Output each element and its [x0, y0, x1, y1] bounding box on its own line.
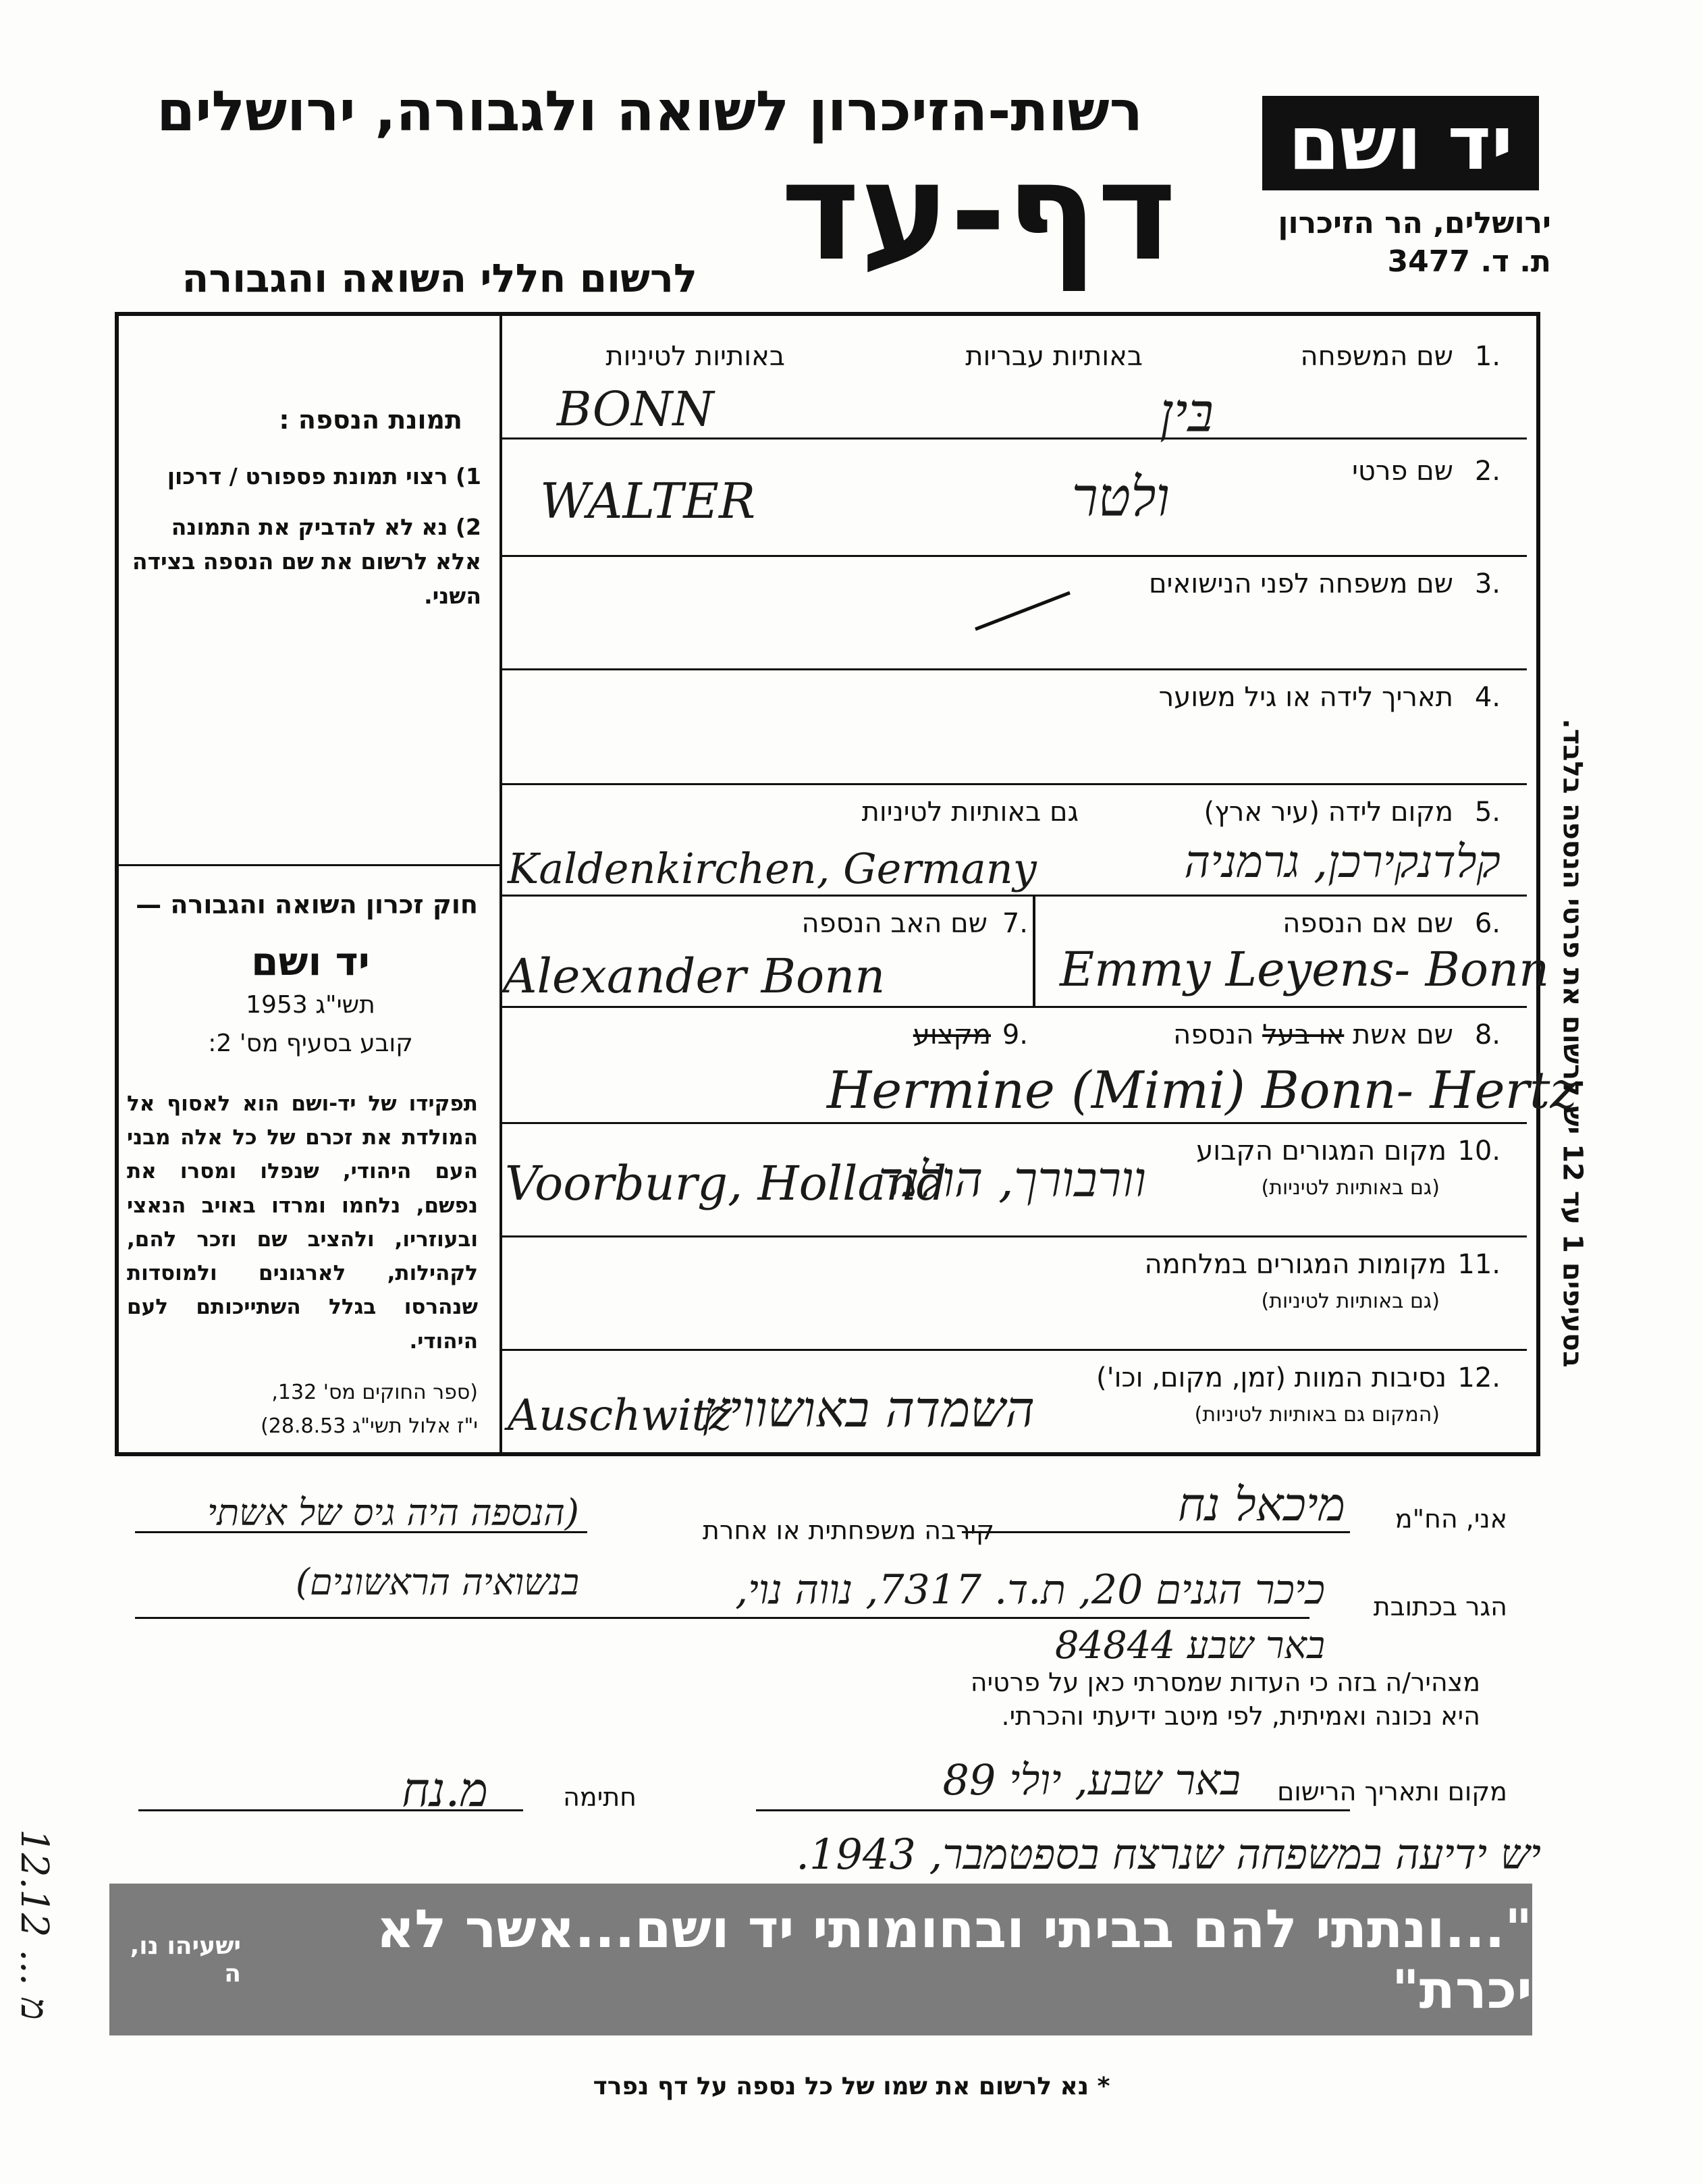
- field-1-hebrew-header: באותיות עבריות: [965, 341, 1143, 372]
- footer-note: * נא לרשום את שמו של כל נספה על דף נפרד: [593, 2073, 1110, 2100]
- field-5-label: מקום לידה (עיר ארץ): [1204, 797, 1453, 828]
- declarant-label: אני, הח"מ: [1395, 1504, 1507, 1534]
- extra-note: יש ידיעה במשפחה שנרצח בספטמבר, 1943.: [796, 1830, 1541, 1879]
- field-3-label: שם משפחה לפני הנישואים: [1148, 568, 1453, 600]
- signature-label: חתימה: [563, 1782, 637, 1812]
- field-8-value: Hermine (Mimi) Bonn- Hertz: [827, 1060, 1577, 1120]
- field-7-label: שם האב הנספה: [801, 908, 988, 939]
- form-subtitle: לרשום חללי השואה והגבורה: [182, 255, 697, 301]
- field-8-number: .8: [1474, 1019, 1501, 1050]
- signature-value: מ.נח: [402, 1762, 488, 1817]
- field-2-label: שם פרטי: [1351, 456, 1453, 487]
- row-line-2: [501, 555, 1527, 557]
- law-ref-2: י"ז אלול תשי"ג 28.8.53): [261, 1414, 478, 1438]
- field-3-number: .3: [1474, 568, 1501, 600]
- side-note: בסעיפים 1 עד 12 יש לרשום את פרטי הנספה בלבד.: [1557, 718, 1589, 1368]
- row-line-8: [501, 1235, 1527, 1237]
- logo-address: ירושלים, הר הזיכרון: [1278, 206, 1551, 240]
- field-12-sub: (המקום גם באותיות לטיניות): [1194, 1403, 1440, 1427]
- field-5-hebrew-value: קלדנקירכן, גרמניה: [1184, 836, 1501, 888]
- place-date-label: מקום ותאריך הרישום: [1277, 1777, 1507, 1807]
- field-1-label: שם המשפחה: [1300, 341, 1453, 372]
- field-4-label: תאריך לידה או גיל משוער: [1158, 682, 1453, 713]
- field-8-label: [1173, 1019, 1453, 1050]
- law-title: חוק זכרון השואה והגבורה —: [136, 890, 478, 920]
- field-1-hebrew-value: בּין: [1160, 381, 1214, 444]
- field-6-label: שם אם הנספה: [1282, 908, 1453, 939]
- field-7-value: Alexander Bonn: [503, 949, 886, 1004]
- field-6-number: .6: [1474, 908, 1501, 939]
- quote-banner-text: [109, 1884, 1532, 2035]
- margin-annotation: 12.12 ... מ: [11, 1828, 56, 2020]
- field-2-hebrew-value: ולטר: [1071, 466, 1170, 529]
- field-8-strike: או בעל: [1262, 1019, 1345, 1050]
- relation-value: (הנספה היה גיס של אשתי בנשואיה הראשונים): [207, 1491, 579, 1603]
- org-name: רשות-הזיכרון לשואה ולגבורה, ירושלים: [157, 80, 1143, 144]
- law-clause: קובע בסעיף מס' 2:: [208, 1030, 413, 1057]
- logo-pob: ת. ד. 3477: [1387, 244, 1551, 279]
- field-5-latin-value: Kaldenkirchen, Germany: [508, 844, 1037, 893]
- photo-note-1: 1) רצוי תמונת פספורט / דרכון: [167, 463, 481, 489]
- field-10-number: .10: [1457, 1136, 1501, 1167]
- statement-line-1: מצהיר/ה בזה כי העדות שמסרתי כאן על פרטיה: [970, 1668, 1480, 1697]
- field-10-label: מקום המגורים הקבוע: [1196, 1136, 1447, 1167]
- law-text: תפקידו של יד-ושם הוא לאסוף אל המולדת את זכרם של כל אלה מבני העם היהודי, שנפלו ומסרו את נפשם, נלחמו ומרדו באויב הנאצי ובעוזריו, ולהציב שם וזכר להם, לקהילות, לארגונים ולמוסדות שנהרסו בגלל השתייכותם לעם היהודי.: [127, 1092, 478, 1354]
- field-5-latin-header: גם באותיות לטיניות: [861, 797, 1079, 828]
- field-2-number: .2: [1474, 456, 1501, 487]
- row-line-6: [501, 1006, 1527, 1008]
- column-divider: [499, 312, 502, 1456]
- field-10-sub: (גם באותיות לטיניות): [1261, 1176, 1440, 1200]
- field-12-label: נסיבות המוות (זמן, מקום, וכו'): [1096, 1362, 1447, 1393]
- address-value-2: באר שבע 84844: [1054, 1624, 1325, 1668]
- row-6-7-divider: [1033, 895, 1035, 1006]
- field-7-number: .7: [1002, 908, 1028, 939]
- field-11-number: .11: [1457, 1249, 1501, 1280]
- row-line-3: [501, 668, 1527, 670]
- field-8-label-a: שם אשת: [1353, 1019, 1453, 1050]
- field-10-hebrew-value: וורבורך, הולנד: [878, 1151, 1146, 1208]
- sidebar-divider: [115, 864, 501, 866]
- field-11-label: מקומות המגורים במלחמה: [1144, 1249, 1447, 1280]
- field-8-label-b: הנספה: [1173, 1019, 1254, 1050]
- photo-note-2: 2) נא לא להדביק את התמונה אלא לרשום את שם הנספה בצידה השני.: [132, 514, 481, 610]
- field-12-hebrew-value: השמדה באושוויץ: [703, 1381, 1035, 1439]
- field-1-latin-value: BONN: [557, 381, 714, 437]
- law-year: תשי"ג 1953: [246, 991, 375, 1019]
- logo-text: יד ושם: [1288, 100, 1513, 186]
- photo-title: תמונת הנספה :: [279, 405, 462, 435]
- margin-annotation-wrapper: [0, 1823, 94, 2025]
- statement-line-2: היא נכונה ואמיתית, לפי מיטב ידיעתי והכרתי.: [1001, 1701, 1480, 1731]
- field-1-number: .1: [1474, 341, 1501, 372]
- field-5-number: .5: [1474, 797, 1501, 828]
- form-title: דף-עד: [780, 134, 1177, 291]
- declarant-name: מיכאל נח: [1178, 1479, 1345, 1532]
- field-2-latin-value: WALTER: [540, 473, 756, 529]
- field-4-number: .4: [1474, 682, 1501, 713]
- field-12-number: .12: [1457, 1362, 1501, 1393]
- row-line-7: [501, 1122, 1527, 1124]
- field-3-dash-mark: [972, 587, 1073, 635]
- field-10-latin-value: Voorburg, Holland: [505, 1156, 947, 1211]
- field-1-latin-header: באותיות לטיניות: [605, 341, 785, 372]
- row-line-1: [501, 437, 1527, 440]
- place-date-value: באר שבע, יולי 89: [942, 1755, 1241, 1805]
- field-11-sub: (גם באותיות לטיניות): [1261, 1289, 1440, 1313]
- banner-source: ישעיהו נו, ה: [130, 1932, 242, 1988]
- place-date-line: [756, 1809, 1350, 1811]
- row-line-5: [501, 895, 1527, 897]
- row-line-4: [501, 783, 1527, 785]
- relation-label: קירבה משפחתית או אחרת: [702, 1516, 994, 1545]
- address-value: כיכר הגנים 20, ת.ד. 7317, נווה נוי,: [735, 1566, 1325, 1614]
- yad-vashem-logo: [1262, 96, 1539, 190]
- law-name: יד ושם: [251, 938, 370, 984]
- field-9-number: .9: [1002, 1019, 1028, 1050]
- field-12-latin-value: Auschwitz: [508, 1391, 732, 1441]
- field-6-value: Emmy Leyens- Bonn: [1060, 942, 1550, 997]
- law-ref-1: (ספר החוקים מס' 132,: [271, 1381, 478, 1404]
- field-9-strike: מקצוע: [913, 1019, 991, 1050]
- side-note-wrapper: [1552, 695, 1593, 1391]
- address-label: הגר בכתובת: [1373, 1592, 1507, 1622]
- row-line-9: [501, 1349, 1527, 1351]
- banner-quote: "...ונתתי להם בביתי ובחומותי יד ושם...אשר לא יכרת": [376, 1898, 1532, 2021]
- address-line: [135, 1617, 1309, 1619]
